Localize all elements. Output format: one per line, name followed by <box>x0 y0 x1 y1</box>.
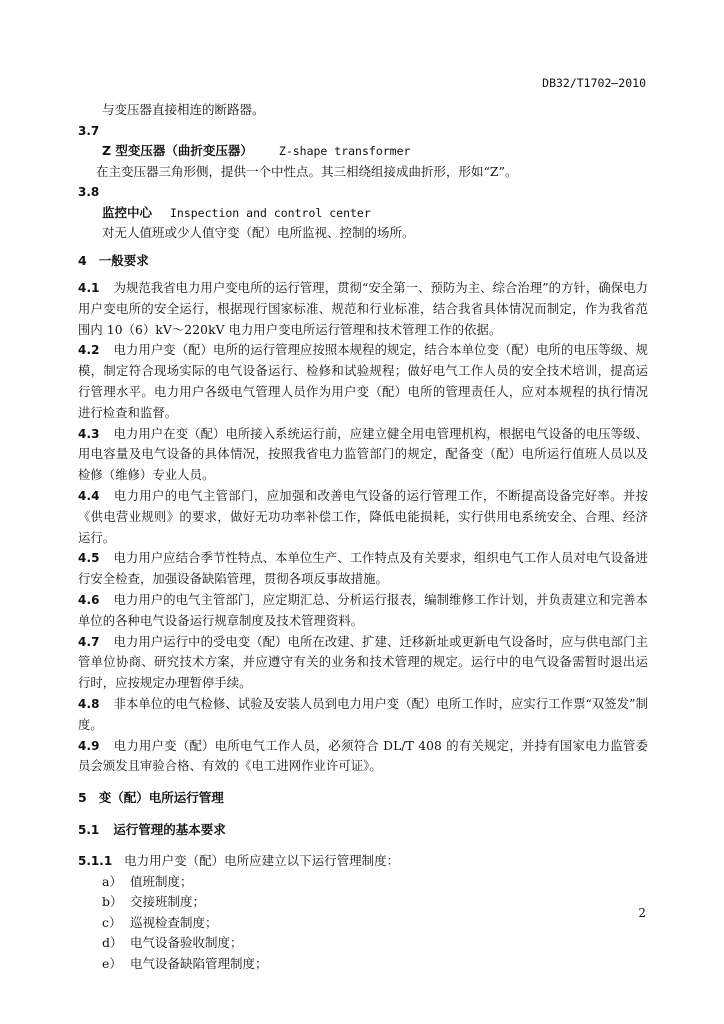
clause-paragraph <box>78 590 648 632</box>
clause-3-8-number <box>78 182 648 203</box>
clause-3-7-term <box>78 141 648 162</box>
list-item-marker: a） <box>102 873 122 889</box>
clause-3-7-definition: 在主变压器三角形侧，提供一个中性点。其三相绕组接成曲折形，形如“Z”。 <box>96 163 518 179</box>
list-item <box>78 872 648 893</box>
clause-number: 3.7 <box>78 123 100 138</box>
header-rule <box>78 94 646 95</box>
clause-text: 电力用户变（配）电所的运行管理应按照本规程的规定，结合本单位变（配）电所的电压等级、规模，制定符合现场实际的电气设备运行、检修和试验规程；做好电气工作人员的安全技术培训，提高运行管理水平。电力用户各级电气管理人员作为用户变（配）电所的管理责任人，应对本规程的执行情况进行检查和监督。 <box>78 343 648 420</box>
list-item <box>78 954 648 975</box>
clause-5-1-1 <box>78 851 648 872</box>
clause-number: 4.3 <box>78 426 100 441</box>
subsection-5-1-heading <box>78 820 648 841</box>
management-system-list <box>78 872 648 975</box>
clause-number: 3.8 <box>78 185 100 199</box>
page-body <box>78 100 648 974</box>
clause-number: 4.7 <box>78 634 100 649</box>
term-chinese: 监控中心 <box>102 204 153 220</box>
list-item-text: 电气设备缺陷管理制度； <box>130 955 268 971</box>
clause-text: 为规范我省电力用户变电所的运行管理，贯彻“安全第一、预防为主、综合治理”的方针，确保电力用户变电所的安全运行，根据现行国家标准、规范和行业标准，结合我省具体情况而制定，作为我省范围内 10（6）kV～220kV 电力用户变电所运行管理和技术管理工作的依据。 <box>78 281 648 337</box>
document-code-header: DB32/T1702—2010 <box>542 76 646 90</box>
section-number: 5 <box>78 790 87 806</box>
clause-number: 5.1.1 <box>78 854 113 869</box>
clause-paragraph <box>78 278 648 340</box>
term-english: Inspection and control center <box>169 205 371 220</box>
clause-paragraph <box>78 486 648 548</box>
clause-paragraph <box>78 340 648 423</box>
list-item-marker: e） <box>102 955 122 971</box>
clause-text: 电力用户在变（配）电所接入系统运行前，应建立健全用电管理机构，根据电气设备的电压等级、用电容量及电气设备的具体情况，按照我省电力监管部门的规定，配备变（配）电所运行值班人员以及检修（维修）专业人员。 <box>78 426 648 483</box>
clause-text: 非本单位的电气检修、试验及安装人员到电力用户变（配）电所工作时，应实行工作票“双签发”制度。 <box>78 696 648 732</box>
clause-paragraph <box>78 736 648 778</box>
clause-number: 4.4 <box>78 488 100 503</box>
subsection-number: 5.1 <box>78 822 100 837</box>
section-number: 4 <box>78 252 87 268</box>
list-item-text: 巡视检查制度； <box>130 914 218 930</box>
clause-number: 4.1 <box>78 281 100 295</box>
clause-paragraph <box>78 694 648 736</box>
section-5-heading <box>78 788 648 809</box>
clause-text: 电力用户的电气主管部门，应加强和改善电气设备的运行管理工作，不断提高设备完好率。并按《供电营业规则》的要求，做好无功功率补偿工作，降低电能损耗，实行供用电系统安全、合理、经济运行。 <box>78 488 648 545</box>
list-item-text: 值班制度； <box>130 873 193 889</box>
clause-text: 电力用户变（配）电所电气工作人员，必须符合 DL/T 408 的有关规定，并持有国家电力监管委员会颁发且审验合格、有效的《电工进网作业许可证》。 <box>78 738 648 774</box>
list-item <box>78 892 648 913</box>
clause-text: 电力用户运行中的受电变（配）电所在改建、扩建、迁移新址或更新电气设备时，应与供电部门主管单位协商、研究技术方案，并应遵守有关的业务和技术管理的规定。运行中的电气设备需暂时退出运行时，应按规定办理暂停手续。 <box>78 634 648 691</box>
clause-paragraph <box>78 548 648 590</box>
term-chinese: Z 型变压器（曲折变压器） <box>102 143 253 158</box>
clause-3-8-definition: 对无人值班或少人值守变（配）电所监视、控制的场所。 <box>102 225 415 240</box>
list-item <box>78 933 648 954</box>
clause-text: 电力用户变（配）电所应建立以下运行管理制度： <box>124 853 400 869</box>
clause-3-8-term <box>78 203 648 224</box>
clause-paragraph <box>78 632 648 694</box>
list-item-marker: d） <box>102 935 123 951</box>
section-4-heading <box>78 251 648 272</box>
section-title: 一般要求 <box>98 252 149 268</box>
list-item-text: 交接班制度； <box>130 894 206 910</box>
clause-number: 4.5 <box>78 551 100 566</box>
clause-3-7-number <box>78 121 648 142</box>
clause-number: 4.6 <box>78 592 100 607</box>
list-item-text: 电气设备验收制度； <box>130 935 243 951</box>
clause-number: 4.8 <box>78 696 100 711</box>
section-title: 变（配）电所运行管理 <box>98 790 224 806</box>
clause-number: 4.9 <box>78 738 100 753</box>
page-number: 2 <box>638 906 646 920</box>
continuation-line: 与变压器直接相连的断路器。 <box>102 102 265 117</box>
list-item-marker: c） <box>102 914 122 930</box>
clause-text: 电力用户应结合季节性特点、本单位生产、工作特点及有关要求，组织电气工作人员对电气设备进行安全检查，加强设备缺陷管理，贯彻各项反事故措施。 <box>78 551 648 587</box>
subsection-title: 运行管理的基本要求 <box>113 821 226 837</box>
clause-text: 电力用户的电气主管部门，应定期汇总、分析运行报表，编制维修工作计划，并负责建立和完善本单位的各种电气设备运行规章制度及技术管理资料。 <box>78 592 648 628</box>
term-english: Z-shape transformer <box>278 144 411 158</box>
clause-paragraph <box>78 424 648 486</box>
clause-number: 4.2 <box>78 343 100 358</box>
section-4-clauses <box>78 278 648 777</box>
list-item <box>78 913 648 934</box>
list-item-marker: b） <box>102 894 123 910</box>
